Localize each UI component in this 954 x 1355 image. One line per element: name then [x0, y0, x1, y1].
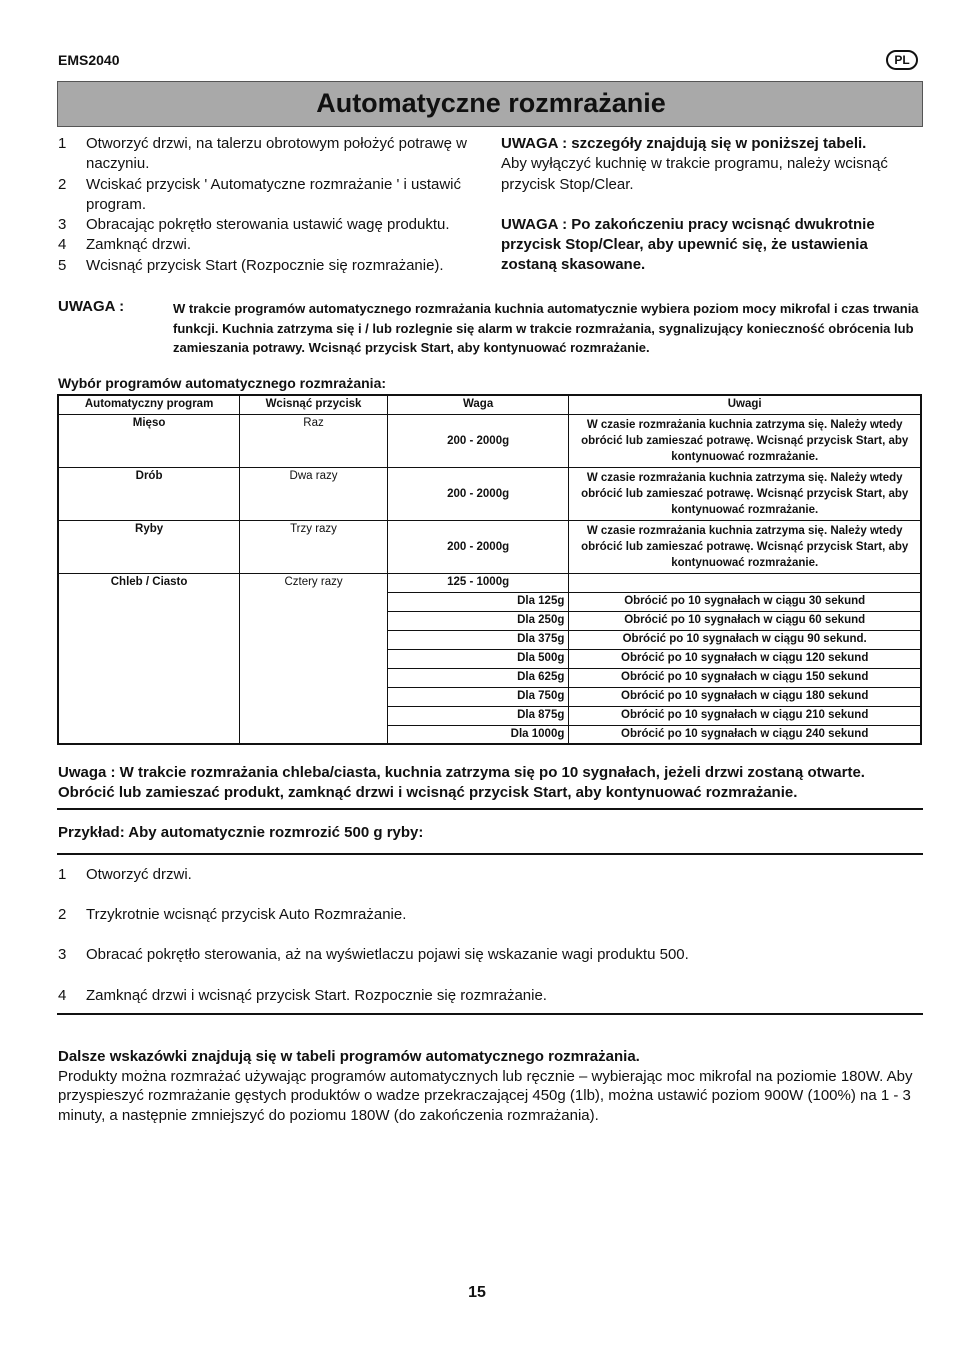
note-cell	[569, 573, 921, 592]
weight-cell: Dla 750g	[387, 687, 569, 706]
note-cell: Obrócić po 10 sygnałach w ciągu 60 sekund	[569, 611, 921, 630]
page-number: 15	[468, 1284, 486, 1301]
table-header-row	[58, 395, 921, 414]
step-text: Zamknąć drzwi.	[86, 236, 192, 254]
weight-cell: 200 - 2000g	[387, 414, 569, 467]
uwaga-label: UWAGA :	[58, 298, 125, 315]
step-item	[58, 175, 478, 216]
example-step	[58, 987, 924, 1004]
step-text: Obracać pokrętło sterowania, aż na wyświetlaczu pojawi się wskazanie wagi produktu 500.	[86, 946, 689, 963]
press-cell: Raz	[240, 414, 388, 467]
step-item	[58, 134, 478, 175]
note-cell: Obrócić po 10 sygnałach w ciągu 30 sekund	[569, 592, 921, 611]
step-text: Zamknąć drzwi i wcisnąć przycisk Start. Rozpocznie się rozmrażanie.	[86, 987, 547, 1004]
table-title: Wybór programów automatycznego rozmrażania:	[58, 375, 387, 391]
step-item	[58, 215, 478, 235]
program-cell: Chleb / Ciasto	[58, 573, 240, 744]
table-row	[58, 520, 921, 573]
step-text: Wcisnąć przycisk Start (Rozpocznie się rozmrażanie).	[86, 256, 444, 274]
column-header: Wcisnąć przycisk	[240, 395, 388, 414]
note-details-text: Aby wyłączyć kuchnię w trakcie programu, należy wcisnąć przycisk Stop/Clear.	[501, 155, 888, 193]
note-cell: Obrócić po 10 sygnałach w ciągu 180 sekund	[569, 687, 921, 706]
steps-list	[58, 134, 478, 276]
column-header: Waga	[387, 395, 569, 414]
program-cell: Mięso	[58, 414, 240, 467]
further-title: Dalsze wskazówki znajdują się w tabeli programów automatycznego rozmrażania.	[58, 1048, 640, 1065]
program-cell: Drób	[58, 467, 240, 520]
title-bar	[57, 81, 923, 127]
example-step	[58, 906, 924, 923]
note-cell: Obrócić po 10 sygnałach w ciągu 120 sekund	[569, 649, 921, 668]
step-text: Otworzyć drzwi.	[86, 866, 192, 883]
step-number: 1	[58, 135, 67, 152]
note-cell: Obrócić po 10 sygnałach w ciągu 240 sekund	[569, 725, 921, 744]
note-cell: Obrócić po 10 sygnałach w ciągu 210 sekund	[569, 706, 921, 725]
step-text: Wciskać przycisk ' Automatyczne rozmrażanie ' i ustawić program.	[86, 175, 461, 213]
note-cell: W czasie rozmrażania kuchnia zatrzyma się. Należy wtedy obrócić lub zamieszać potrawę. Wcisnąć przycisk Start, aby kontynuować rozmrażanie.	[569, 467, 921, 520]
table-row	[58, 573, 921, 592]
note-cell: W czasie rozmrażania kuchnia zatrzyma się. Należy wtedy obrócić lub zamieszać potrawę. Wcisnąć przycisk Start, aby kontynuować rozmrażanie.	[569, 414, 921, 467]
step-number: 3	[58, 946, 67, 963]
weight-cell: 125 - 1000g	[387, 573, 569, 592]
note-stop-clear: UWAGA : Po zakończeniu pracy wcisnąć dwukrotnie przycisk Stop/Clear, aby upewnić się, że ustawienia zostaną skasowane.	[501, 215, 875, 274]
step-item	[58, 256, 478, 276]
step-text: Otworzyć drzwi, na talerzu obrotowym położyć potrawę w naczyniu.	[86, 135, 467, 173]
step-number: 4	[58, 987, 67, 1004]
weight-cell: Dla 500g	[387, 649, 569, 668]
example-title: Przykład: Aby automatycznie rozmrozić 500 g ryby:	[58, 824, 424, 841]
uwaga-text: W trakcie programów automatycznego rozmrażania kuchnia automatycznie wybiera poziom mocy mikrofal i czas trwania funkcji. Kuchnia zatrzyma się i / lub rozlegnie się alarm w trakcie rozmrażania, sygnalizujący konieczność obrócenia lub zamieszania potrawy. Wcisnąć przycisk Start, aby kontynuować rozmrażanie.	[173, 301, 919, 355]
table-row	[58, 467, 921, 520]
bread-note: Uwaga : W trakcie rozmrażania chleba/ciasta, kuchnia zatrzyma się po 10 sygnałach, jeżeli drzwi zostaną otwarte. Obrócić lub zamieszać produkt, zamknąć drzwi i wcisnąć przycisk Start, aby kontynuować rozmrażanie.	[58, 764, 865, 802]
column-header: Automatyczny program	[58, 395, 240, 414]
column-header: Uwagi	[569, 395, 921, 414]
example-step	[58, 946, 924, 963]
right-notes	[501, 134, 926, 276]
note-details-heading: UWAGA : szczegóły znajdują się w poniższej tabeli.	[501, 135, 867, 152]
step-text: Trzykrotnie wcisnąć przycisk Auto Rozmrażanie.	[86, 906, 407, 923]
weight-cell: Dla 125g	[387, 592, 569, 611]
weight-cell: Dla 625g	[387, 668, 569, 687]
weight-cell: Dla 1000g	[387, 725, 569, 744]
note-cell: Obrócić po 10 sygnałach w ciągu 150 sekund	[569, 668, 921, 687]
weight-cell: 200 - 2000g	[387, 467, 569, 520]
step-number: 3	[58, 216, 67, 234]
note-cell: Obrócić po 10 sygnałach w ciągu 90 sekund.	[569, 630, 921, 649]
divider	[57, 1013, 923, 1015]
press-cell: Trzy razy	[240, 520, 388, 573]
weight-cell: 200 - 2000g	[387, 520, 569, 573]
page-title: Automatyczne rozmrażanie	[316, 88, 666, 118]
divider	[57, 808, 923, 810]
example-step	[58, 866, 924, 883]
weight-cell: Dla 875g	[387, 706, 569, 725]
press-cell: Dwa razy	[240, 467, 388, 520]
step-item	[58, 235, 478, 255]
divider	[57, 853, 923, 855]
press-cell: Cztery razy	[240, 573, 388, 744]
step-number: 5	[58, 256, 67, 274]
weight-cell: Dla 250g	[387, 611, 569, 630]
table-row	[58, 414, 921, 467]
step-number: 4	[58, 236, 67, 254]
language-badge: PL	[886, 50, 918, 70]
step-number: 2	[58, 175, 67, 193]
step-number: 2	[58, 906, 67, 923]
step-number: 1	[58, 866, 67, 883]
program-cell: Ryby	[58, 520, 240, 573]
note-cell: W czasie rozmrażania kuchnia zatrzyma się. Należy wtedy obrócić lub zamieszać potrawę. Wcisnąć przycisk Start, aby kontynuować rozmrażanie.	[569, 520, 921, 573]
further-section	[58, 1047, 924, 1125]
model-number: EMS2040	[58, 52, 120, 68]
weight-cell: Dla 375g	[387, 630, 569, 649]
defrost-programs-table	[57, 394, 922, 745]
step-text: Obracając pokrętło sterowania ustawić wagę produktu.	[86, 216, 450, 234]
further-text: Produkty można rozmrażać używając programów automatycznych lub ręcznie – wybierając moc mikrofal na poziomie 180W. Aby przyspieszyć rozmrażanie gęstych produktów o wadze przekraczającej 450g (1lb), można ustawić poziom 900W (100%) na 1 - 3 minuty, a następnie zmniejszyć do poziomu 180W (do zakończenia rozmrażania).	[58, 1067, 913, 1124]
